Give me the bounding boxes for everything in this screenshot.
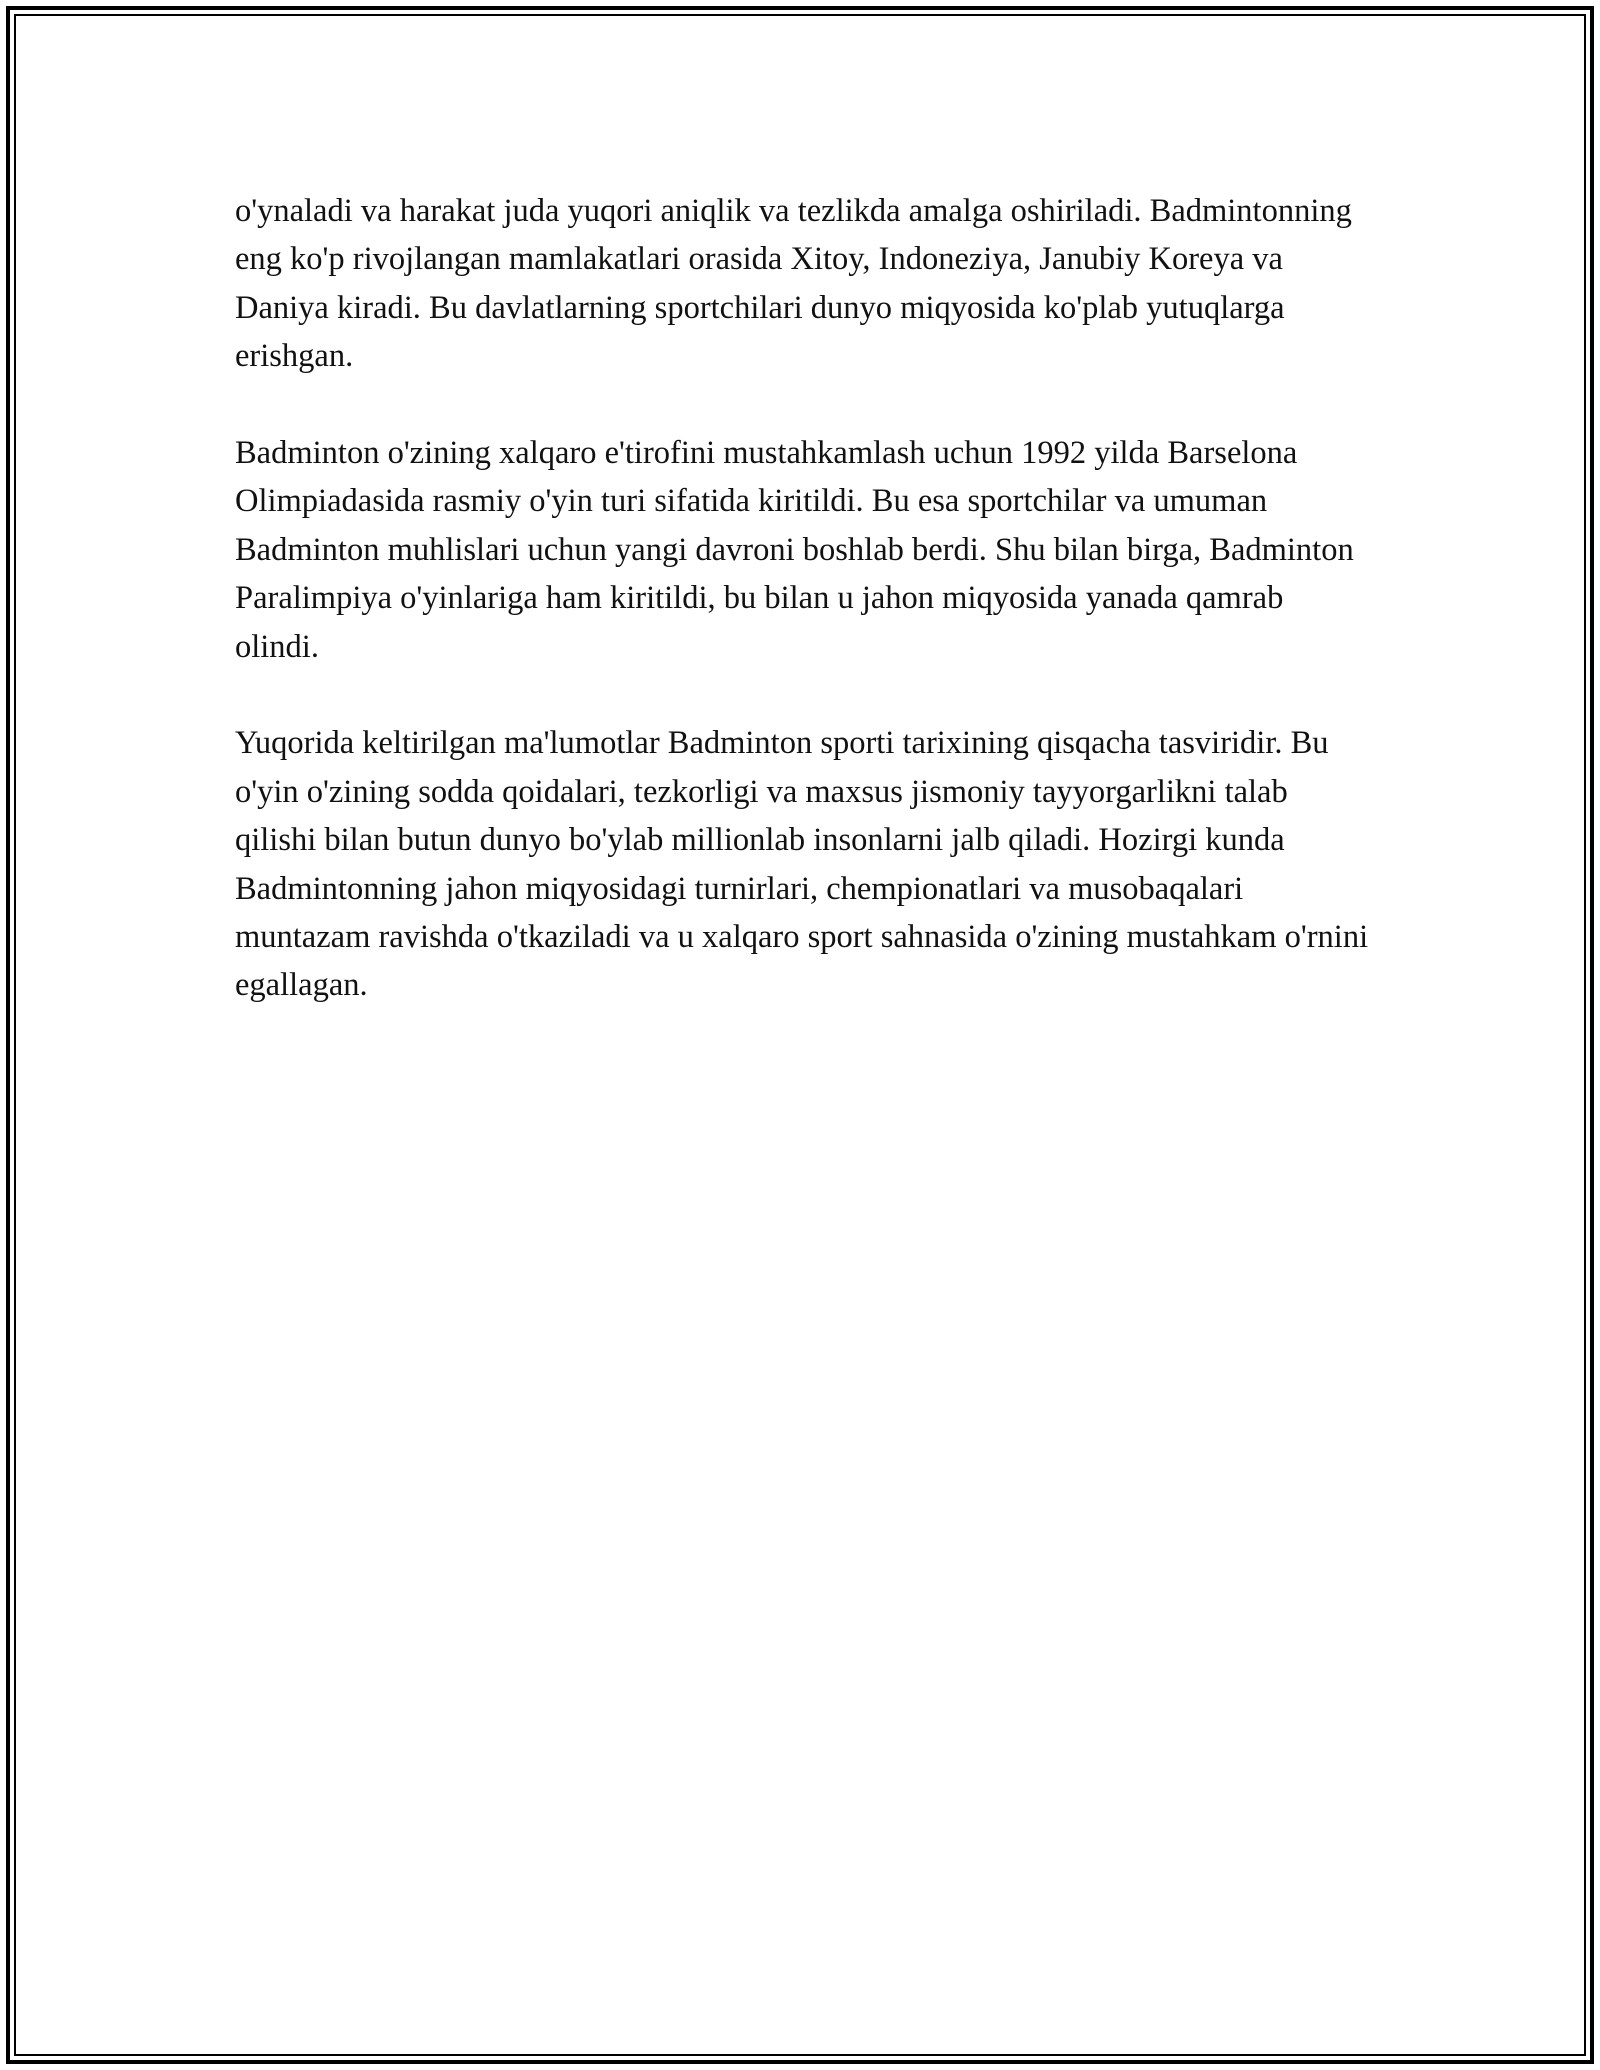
paragraph-1: o'ynaladi va harakat juda yuqori aniqlik va tezlikda amalga oshiriladi. Badmintonning eng ko'p rivojlangan mamlakatlari orasida Xitoy, Indoneziya, Janubiy Koreya va Daniya kiradi. Bu davlatlarning sportchilari dunyo miqyosida ko'plab yutuqlarga erishgan. [235, 193, 1352, 375]
paragraph-2: Badminton o'zining xalqaro e'tirofini mustahkamlash uchun 1992 yilda Barselona Olimpiadasida rasmiy o'yin turi sifatida kiritildi. Bu esa sportchilar va umuman Badminton muhlislari uchun yangi davroni boshlab berdi. Shu bilan birga, Badminton Paralimpiya o'yinlariga ham kiritildi, bu bilan u jahon miqyosida yanada qamrab olindi. [235, 435, 1354, 665]
document-body [235, 187, 1375, 1010]
paragraph-3: Yuqorida keltirilgan ma'lumotlar Badminton sporti tarixining qisqacha tasviridir. Bu o'yin o'zining sodda qoidalari, tezkorligi va maxsus jismoniy tayyorgarlikni talab qilishi bilan butun dunyo bo'ylab millionlab insonlarni jalb qiladi. Hozirgi kunda Badmintonning jahon miqyosidagi turnirlari, chempionatlari va musobaqalari muntazam ravishda o'tkaziladi va u xalqaro sport sahnasida o'zining mustahkam o'rnini egallagan. [235, 725, 1369, 1004]
